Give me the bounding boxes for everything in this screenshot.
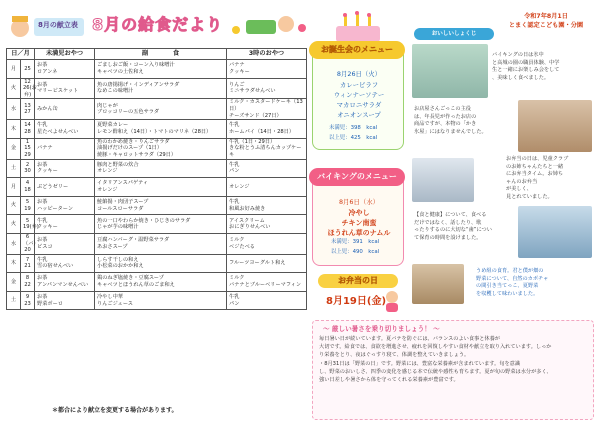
toddler-snack-cell: お茶 マリービスケット — [35, 78, 95, 99]
table-row — [7, 60, 307, 79]
weekday-cell: 土 — [7, 291, 21, 310]
nutrition-older: 以上児：425 kcal — [329, 135, 378, 141]
list-item: カレーピラフ — [339, 81, 379, 89]
buffet-menu-title: バイキングのメニュー — [309, 168, 405, 186]
issue-date-line: 令和7年8月1日 — [524, 13, 568, 20]
snack3-cell: りんご ミニサラダせんべい — [227, 78, 307, 99]
flower-icon — [232, 26, 240, 34]
main-dish-cell: 魚の唐揚揚げ・インディアンサラダ なめこの味噌汁 — [95, 78, 227, 99]
date-cell: 14 28 — [21, 120, 35, 139]
main-dish-cell: 魚の一口やわらか焼き・ひじきのサラダ じゃが芋の味噌汁 — [95, 215, 227, 234]
birthday-nutrition — [329, 123, 377, 143]
change-note: ＊都合により献立を変更する場合があります。 — [52, 407, 178, 414]
buffet-photo — [412, 44, 488, 98]
list-item: ほうれん草のナムル — [327, 229, 391, 237]
date-cell: 7 21 — [21, 254, 35, 273]
nutrition-toddler: 未満児：398 kcal — [329, 125, 378, 131]
birthday-date: 8月26日（火） — [336, 70, 382, 78]
buffet-date: 8月6日（水） — [338, 198, 380, 206]
menu-table — [6, 48, 307, 310]
col-main-dish: 副 食 — [95, 49, 227, 60]
summer-notice — [312, 320, 594, 420]
table-row — [7, 178, 307, 197]
main-dish-cell: 鶏のねぎ塩焼き・豆腐スープ キャベツとほうれん草のごま和え — [95, 273, 227, 292]
snack3-cell: ミルク バナナとブルーベリーマフィン — [227, 273, 307, 292]
weekday-cell: 火 — [7, 196, 21, 215]
garden-photo — [412, 264, 464, 304]
date-cell: 5 19 — [21, 196, 35, 215]
snack3-cell: ミルク ベジたべる — [227, 233, 307, 254]
buffet-menu-box — [312, 174, 404, 266]
snack3-cell: 牛乳 パン — [227, 291, 307, 310]
table-row — [7, 291, 307, 310]
list-item: オニオンスープ — [337, 111, 381, 119]
weekday-cell: 火 — [7, 78, 21, 99]
bento-title: お弁当の日 — [318, 274, 398, 288]
weekday-cell: 月 — [7, 60, 21, 79]
bento-photo — [412, 158, 474, 202]
list-item: 冷やし — [348, 209, 370, 217]
birthday-items — [313, 80, 405, 120]
toddler-snack-cell: お茶 ピスコ — [35, 233, 95, 254]
toddler-snack-cell: お茶 野菜ボーロ — [35, 291, 95, 310]
weekday-cell: 火 — [7, 215, 21, 234]
table-row — [7, 159, 307, 178]
main-dish-cell: 鮭餡揚・肉団子スープ コールスローサラダ — [95, 196, 227, 215]
page-title: 8月の給食だより — [92, 15, 224, 34]
table-row — [7, 215, 307, 234]
snack3-cell: ミルク・カスタードケーキ（13日） チーズサンド（27日） — [227, 99, 307, 120]
weekday-cell: 土 — [7, 159, 21, 178]
bento-text: お弁当の日は、児童クラブ のお姉ちゃんたちと一緒 にお弁当タイム。お姉ち ゃんのお弁当 が美しく、 見とれていました。 — [506, 156, 569, 200]
table-header-row — [7, 49, 307, 60]
main-dish-cell: ごましおご飯・コーン入り味噌汁 キャベツの土佐和え — [95, 60, 227, 79]
weekday-cell: 金 — [7, 138, 21, 159]
main-dish-cell: 豆腐ハンバーグ・温野菜サラダ あおさスープ — [95, 233, 227, 254]
date-cell: 6（バ） 20 — [21, 233, 35, 254]
toddler-snack-cell: 牛乳 星たべよせんべい — [35, 120, 95, 139]
toddler-snack-cell: 牛乳 雪の宿せんべい — [35, 254, 95, 273]
weekday-cell: 水 — [7, 233, 21, 254]
bento-date: 8月19日(金) — [326, 296, 387, 307]
main-dish-cell: 魚のわかめ焼き・りんごサラダ 油揚げだけのスープ（1日） 焼豚・キャロットサラダ（29日） — [95, 138, 227, 159]
birthday-menu-box — [312, 46, 404, 150]
table-row — [7, 138, 307, 159]
snack3-cell: 牛乳（1日・29日） きな粉とうふ清ちんカップケーキ — [227, 138, 307, 159]
table-row — [7, 254, 307, 273]
main-dish-cell: しらす干しの和え 小松菜のおかか和え — [95, 254, 227, 273]
buffet-text: バイキングの日は氷中 と高城の園の職員体験、中学 生と一緒にお楽しみ会をして 、美味しく食べました。 — [492, 52, 560, 81]
date-cell: 2 30 — [21, 159, 35, 178]
snack3-cell: 牛乳 和風お好み焼き — [227, 196, 307, 215]
toddler-snack-cell: みかん缶 — [35, 99, 95, 120]
date-cell: 9 23 — [21, 291, 35, 310]
toddler-snack-cell: お茶 アンパンマンせんべい — [35, 273, 95, 292]
table-row — [7, 196, 307, 215]
flower-icon — [298, 24, 306, 32]
snack3-cell: フルーツヨーグルト和え — [227, 254, 307, 273]
toddler-snack-cell: ぶどうゼリー — [35, 178, 95, 197]
notice-body: 毎日暑い日が続いています。夏バテを防ぐには、バランスのよい食事と休養が 大切です。給食では、食欲を増進させ、疲れを回復しやすい食材や献立を取り入れています。しっか り栄養をとり、夜はぐっすり寝て、体調を整えていきましょう。 ・8月31日は「野菜の日」です。野菜には、豊富な栄養素が含まれています。旬を意識 し、野菜のおいしさ、四季の変化を感じる本で伝統や感性も育ちます。夏が旬の野菜は水分が多く、 強い日差しや暑さから体を守ってくれる栄養素が豊富です。 — [319, 336, 552, 384]
table-row — [7, 273, 307, 292]
snack3-cell: 牛乳 パン — [227, 159, 307, 178]
col-3pm-snack: 3時のおやつ — [227, 49, 307, 60]
date-cell: 8 22 — [21, 273, 35, 292]
date-cell: 1 15 29 — [21, 138, 35, 159]
shop-text: お店屋さんごっこの主役 は、年長児が作ったお店の 商品ですが、本物の「かき 氷屋」にはなりませんでした。 — [414, 106, 487, 135]
birthday-menu-title: お誕生会のメニュー — [309, 41, 405, 59]
main-dish-cell: 肉じゃが ブロッコリーの五色サラダ — [95, 99, 227, 120]
hat-icon — [12, 16, 28, 22]
snack3-cell: バナナ クッキー — [227, 60, 307, 79]
menu-subtitle: 8月の献立表 — [38, 21, 78, 29]
garden-text: うめ組の食育。君と僕が畑の 野菜について、自然のカボチャ の間引き当てっこ、夏野菜 を収穫して味わいました。 — [476, 268, 549, 297]
nutrition-toddler: 未満児：391 kcal — [331, 239, 380, 245]
list-item: チキン南蛮 — [341, 219, 377, 227]
date-cell: 4 18 — [21, 178, 35, 197]
col-toddler-snack: 未満児おやつ — [35, 49, 95, 60]
health-text: 【食と健康】について、食べる だけではなく、話したり、歌 ったりするのに大切な“歯”につい て保育の時間を設けました。 — [414, 212, 492, 241]
weekday-cell: 水 — [7, 99, 21, 120]
buffet-nutrition — [331, 237, 379, 257]
issue-date — [498, 12, 594, 30]
snack3-cell: オレンジ — [227, 178, 307, 197]
buffet-items — [313, 208, 405, 238]
main-dish-cell: イタリアンスパゲティ オレンジ — [95, 178, 227, 197]
snack3-cell: アイスクリーム おにぎりせんべい — [227, 215, 307, 234]
toddler-snack-cell: お茶 ハッピーターン — [35, 196, 95, 215]
shop-photo — [518, 100, 592, 152]
table-row — [7, 78, 307, 99]
notice-title: 〜 厳しい暑さを乗り切りましょう！ 〜 — [323, 325, 440, 333]
table-row — [7, 233, 307, 254]
main-dish-cell: 夏野菜カレー レモン酢和え（14日）・トマトのマリネ（28日） — [95, 120, 227, 139]
weekday-cell: 金 — [7, 273, 21, 292]
toddler-snack-cell: バナナ — [35, 138, 95, 159]
toddler-snack-cell: お茶 ロアンネ — [35, 60, 95, 79]
cake-icon — [316, 10, 400, 44]
col-date: 日／月 — [7, 49, 35, 60]
weekday-cell: 月 — [7, 178, 21, 197]
table-row — [7, 120, 307, 139]
toddler-snack-cell: お茶 クッキー — [35, 159, 95, 178]
toddler-snack-cell: 牛乳 クッキー — [35, 215, 95, 234]
date-cell: 12 26(お弁) — [21, 78, 35, 99]
menu-panel — [6, 6, 306, 420]
main-dish-cell: 冷やし中華 りんごジュース — [95, 291, 227, 310]
date-cell: 25 — [21, 60, 35, 79]
date-cell: 5 19(弁) — [21, 215, 35, 234]
health-photo — [518, 206, 592, 258]
header-banner — [6, 6, 306, 46]
list-item: ウィンナーソテー — [333, 91, 385, 99]
table-row — [7, 99, 307, 120]
garden-icon — [246, 20, 276, 34]
report-tag: おいしいしょくじ — [414, 28, 494, 40]
child-face-icon — [278, 16, 294, 32]
weekday-cell: 木 — [7, 254, 21, 273]
main-dish-cell: 豚肉と野菜の炊合 オレンジ — [95, 159, 227, 178]
issuer-line: とまく認定こども園・分園 — [508, 22, 584, 29]
list-item: マカロニサラダ — [336, 101, 382, 109]
nutrition-older: 以上児：490 kcal — [331, 249, 380, 255]
bento-day-box — [312, 274, 404, 320]
snack3-cell: 牛乳 ホームパイ（14日・28日） — [227, 120, 307, 139]
weekday-cell: 木 — [7, 120, 21, 139]
date-cell: 13 27 — [21, 99, 35, 120]
child-icon — [382, 290, 402, 312]
